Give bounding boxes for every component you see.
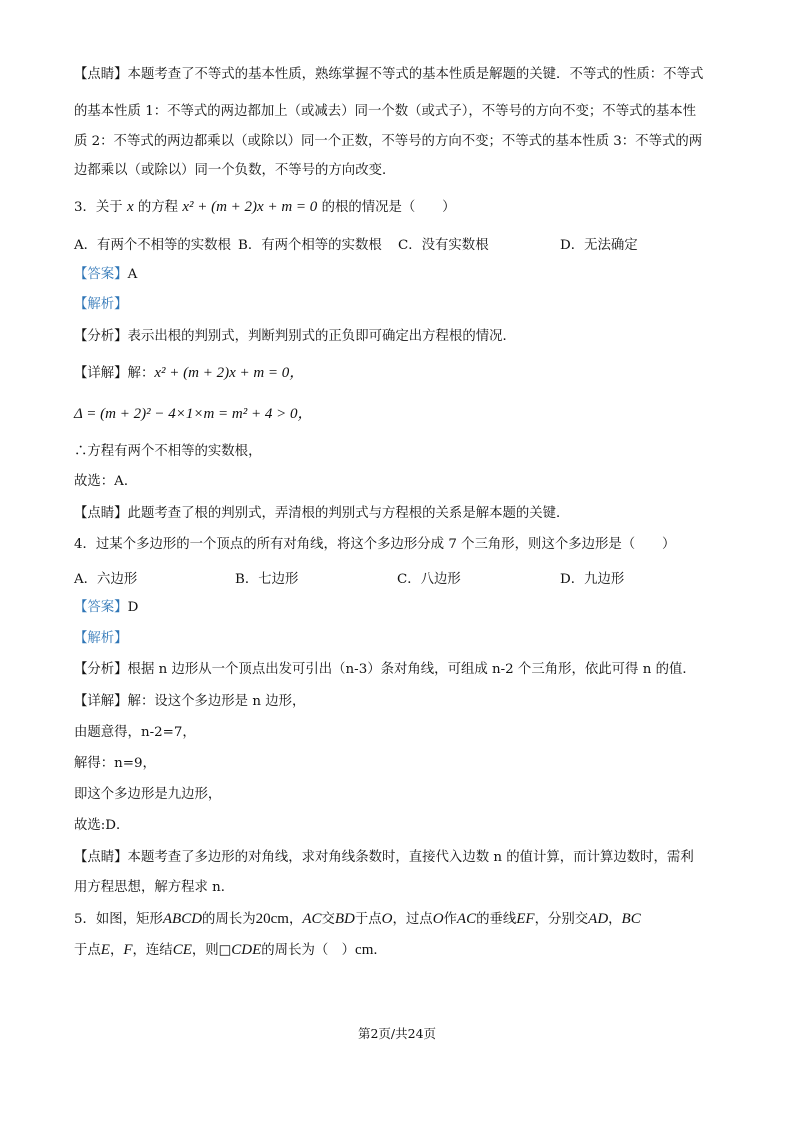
page-footer: 第2页/共24页 bbox=[357, 1026, 437, 1041]
q3-jiexi: 【解析】 bbox=[74, 297, 128, 312]
q4-stem: 4．过某个多边形的一个顶点的所有对角线，将这个多边形分成 7 个三角形，则这个多边形是（ ） bbox=[74, 537, 676, 552]
q3-option-d: D．无法确定 bbox=[560, 238, 638, 253]
q2-dianjing-line4: 边都乘以（或除以）同一个负数，不等号的方向改变． bbox=[74, 163, 396, 178]
q4-dianjing-line1: 【点睛】本题考查了多边形的对角线，求对角线条数时，直接代入边数 n 的值计算，而计算边数时，需利 bbox=[74, 850, 694, 865]
q3-conclusion: ∴方程有两个不相等的实数根， bbox=[74, 444, 262, 459]
q5-stem-line2: 于点E，F，连结CE，则□CDE的周长为（ ）cm． bbox=[74, 942, 387, 958]
q3-dianjing: 【点睛】此题考查了根的判别式，弄清根的判别式与方程根的关系是解本题的关键． bbox=[74, 506, 570, 521]
q3-delta: Δ = (m + 2)² − 4×1×m = m² + 4 > 0， bbox=[74, 406, 313, 422]
q4-dianjing-line2: 用方程思想，解方程求 n． bbox=[74, 880, 235, 895]
q4-fenxi: 【分析】根据 n 边形从一个顶点出发可引出（n-3）条对角线，可组成 n-2 个三角形，依此可得 n 的值． bbox=[74, 662, 696, 677]
q3-choose: 故选：A． bbox=[74, 474, 138, 489]
q3-xiangjie: 【详解】解：x² + (m + 2)x + m = 0， bbox=[74, 365, 305, 381]
q4-option-c: C．八边形 bbox=[397, 572, 461, 587]
q4-step2: 解得：n=9， bbox=[74, 756, 156, 771]
q4-option-d: D．九边形 bbox=[560, 572, 625, 587]
q3-fenxi: 【分析】表示出根的判别式，判断判别式的正负即可确定出方程根的情况． bbox=[74, 329, 516, 344]
q4-jiexi: 【解析】 bbox=[74, 631, 128, 646]
q2-dianjing-line3: 质 2：不等式的两边都乘以（或除以）同一个正数，不等号的方向不变；不等式的基本性质 3：不等式的两 bbox=[74, 134, 703, 149]
q4-step3: 即这个多边形是九边形， bbox=[74, 787, 222, 802]
q3-option-b: B．有两个相等的实数根 bbox=[238, 238, 382, 253]
q4-answer: 【答案】D bbox=[74, 600, 139, 615]
q3-stem: 3．关于 x 的方程 x² + (m + 2)x + m = 0 的根的情况是（ ） bbox=[74, 199, 456, 215]
q5-stem-line1: 5．如图，矩形ABCD的周长为20cm，AC交BD于点O，过点O作AC的垂线EF，分别交AD，BC bbox=[74, 911, 641, 927]
q3-option-c: C．没有实数根 bbox=[398, 238, 489, 253]
q4-choose: 故选:D． bbox=[74, 818, 130, 833]
q3-option-a: A．有两个不相等的实数根 bbox=[74, 238, 231, 253]
q4-step1: 由题意得，n-2=7， bbox=[74, 725, 196, 740]
q4-option-a: A．六边形 bbox=[74, 572, 138, 587]
q2-dianjing-line2: 的基本性质 1：不等式的两边都加上（或减去）同一个数（或式子），不等号的方向不变；不等式的基本性 bbox=[74, 104, 697, 119]
q4-xiangjie: 【详解】解：设这个多边形是 n 边形， bbox=[74, 694, 306, 709]
q2-dianjing-line1: 【点睛】本题考查了不等式的基本性质，熟练掌握不等式的基本性质是解题的关键．不等式的性质：不等式 bbox=[74, 67, 704, 82]
q3-equation: x² + (m + 2)x + m = 0 bbox=[182, 199, 318, 215]
q3-answer: 【答案】A bbox=[74, 267, 138, 282]
q4-option-b: B．七边形 bbox=[235, 572, 299, 587]
